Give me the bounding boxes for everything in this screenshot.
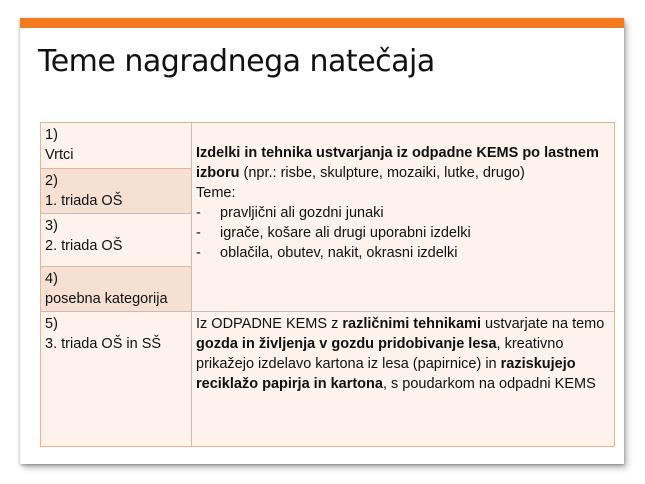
category-label: Vrtci: [45, 147, 74, 163]
list-item: - pravljični ali gozdni junaki: [196, 203, 610, 223]
theme-cell-b: [192, 312, 615, 447]
theme-b-text-2: ustvarjate na temo: [480, 316, 605, 332]
list-item: - igrače, košare ali drugi uporabni izdelki: [196, 223, 610, 243]
category-label: 2. triada OŠ: [45, 238, 123, 254]
category-number: 3): [45, 218, 58, 234]
theme-a-heading-rest: (npr.: risbe, skulpture, mozaiki, lutke, drugo): [239, 165, 525, 181]
category-label: posebna kategorija: [45, 291, 168, 307]
slide: [20, 18, 624, 464]
theme-b-text-4: , s poudarkom na odpadni KEMS: [382, 376, 596, 392]
slide-accent-bar: [20, 18, 624, 28]
category-number: 5): [45, 316, 58, 332]
slide-title: Teme nagradnega natečaja: [38, 44, 435, 79]
table-row: [41, 312, 615, 447]
category-number: 1): [45, 127, 58, 143]
theme-b-bold-3: raziskujejo reciklažo papirja in kartona: [196, 356, 576, 392]
category-cell-2: [41, 169, 192, 214]
theme-b-text-1: Iz ODPADNE KEMS z: [196, 316, 343, 332]
category-label: 1. triada OŠ: [45, 193, 123, 209]
table-row: [41, 123, 615, 169]
category-cell-4: [41, 267, 192, 312]
category-label: 3. triada OŠ in SŠ: [45, 336, 162, 352]
theme-b-text: [196, 314, 610, 394]
category-cell-1: [41, 123, 192, 169]
themes-table: [40, 122, 615, 447]
list-item: - oblačila, obutev, nakit, okrasni izdelki: [196, 243, 610, 263]
theme-cell-a: [192, 123, 615, 312]
theme-a-teme-label: Teme:: [196, 185, 236, 201]
theme-b-text-3: , kreativno prikažejo izdelavo kartona iz lesa (papirnice) in: [196, 336, 564, 372]
category-number: 4): [45, 271, 58, 287]
theme-a-heading: [196, 143, 610, 183]
theme-b-bold-2: gozda in življenja v gozdu pridobivanje lesa: [196, 336, 497, 352]
theme-a-heading-bold: Izdelki in tehnika ustvarjanja iz odpadne KEMS po lastnem izboru: [196, 145, 599, 181]
category-cell-5: [41, 312, 192, 447]
category-number: 2): [45, 173, 58, 189]
theme-a-list: [196, 203, 610, 263]
category-cell-3: [41, 214, 192, 267]
theme-b-bold-1: različnimi tehnikami: [342, 316, 481, 332]
